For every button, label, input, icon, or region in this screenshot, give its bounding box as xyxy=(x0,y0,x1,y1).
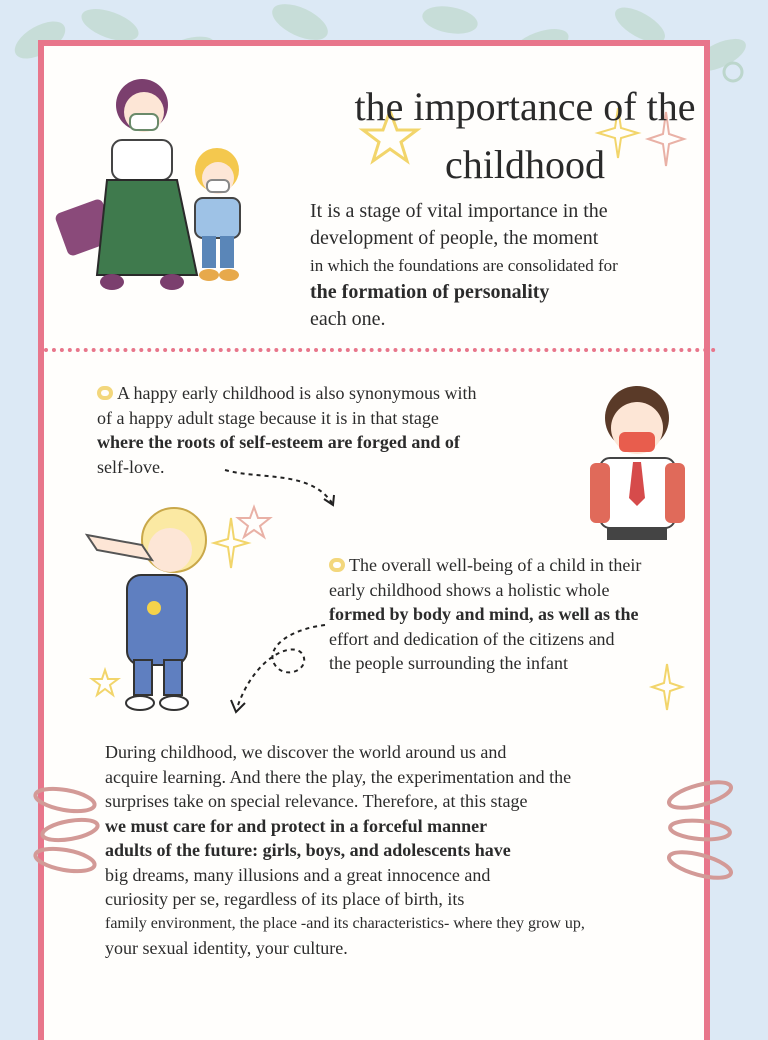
text-line: your sexual identity, your culture. xyxy=(105,938,348,958)
flourish-left-icon xyxy=(30,785,100,875)
text-line: A happy early childhood is also synonymous with xyxy=(117,383,477,403)
page-title xyxy=(290,78,760,194)
text-line: During childhood, we discover the world around us and xyxy=(105,742,507,762)
text-line: big dreams, many illusions and a great innocence and xyxy=(105,864,491,885)
star-icon xyxy=(90,668,120,698)
text-line: The overall well-being of a child in their xyxy=(349,555,642,575)
text-line: family environment, the place -and its characteristics- where they grow up, xyxy=(105,914,585,932)
dashed-loop-arrow-icon xyxy=(225,620,330,720)
title-line: childhood xyxy=(445,142,605,187)
text-line: curiosity per se, regardless of its place of birth, its xyxy=(105,889,465,909)
text-line-bold: the formation of personality xyxy=(310,281,550,303)
dotted-divider xyxy=(44,348,716,352)
sparkle-icon xyxy=(652,664,682,710)
intro-paragraph xyxy=(310,198,720,333)
section-3-paragraph xyxy=(105,740,705,961)
text-line: development of people, the moment xyxy=(310,227,599,249)
dashed-arrow-icon xyxy=(220,465,340,510)
text-line: the people surrounding the infant xyxy=(329,653,568,673)
text-line: self-love. xyxy=(97,456,165,477)
text-line: in which the foundations are consolidated for xyxy=(310,256,618,275)
sparkle-icon xyxy=(214,518,248,568)
text-line: of a happy adult stage because it is in that stage xyxy=(97,407,439,428)
text-line: It is a stage of vital importance in the xyxy=(310,200,608,222)
text-line: acquire learning. And there the play, the experimentation and the xyxy=(105,766,572,787)
text-line-bold: we must care for and protect in a forceful manner xyxy=(105,815,488,836)
girl-and-boy-illustration xyxy=(52,70,282,300)
section-2-paragraph xyxy=(329,553,729,676)
text-line-bold: adults of the future: girls, boys, and adolescents have xyxy=(105,840,511,860)
text-line: early childhood shows a holistic whole xyxy=(329,579,610,600)
text-line-bold: formed by body and mind, as well as the xyxy=(329,604,639,624)
text-line: effort and dedication of the citizens and xyxy=(329,628,615,649)
title-line: the importance of the xyxy=(354,84,696,129)
bullet-icon xyxy=(329,558,345,572)
schoolboy-illustration xyxy=(575,378,700,543)
text-line: surprises take on special relevance. Therefore, at this stage xyxy=(105,791,528,811)
bullet-icon xyxy=(97,386,113,400)
text-line: each one. xyxy=(310,308,386,330)
text-line-bold: where the roots of self-esteem are forged and of xyxy=(97,432,460,452)
